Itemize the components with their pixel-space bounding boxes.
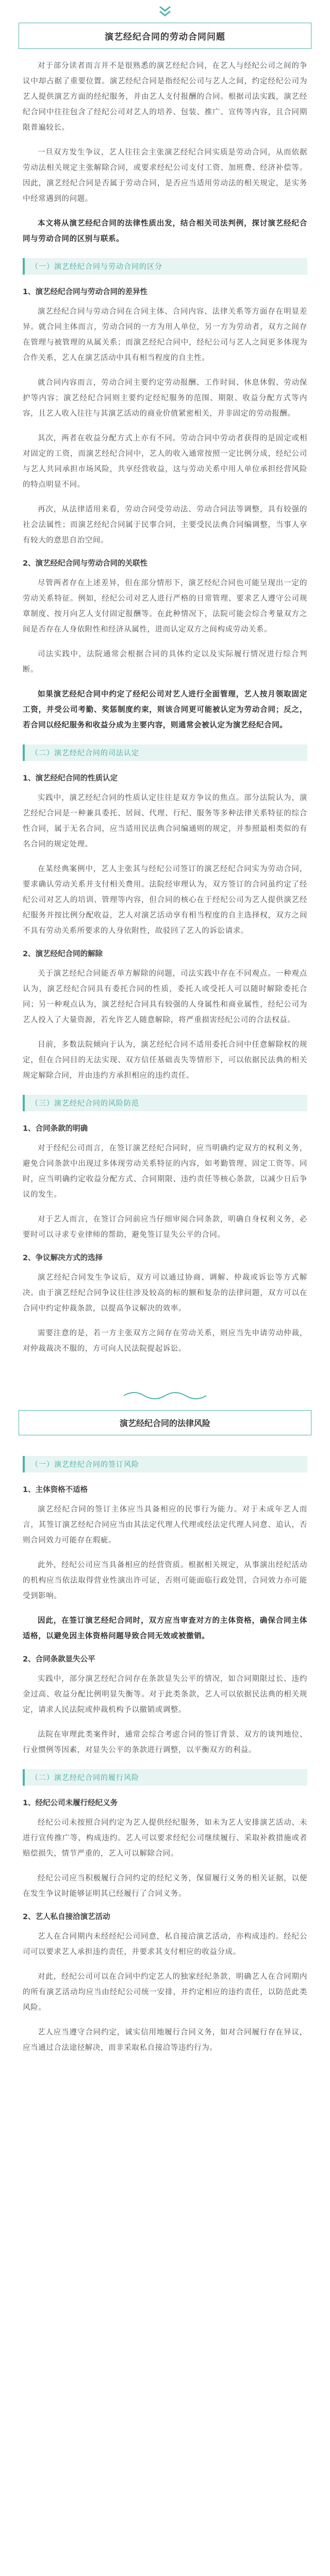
item-title: 1、合同条款的明确 [23,1125,88,1133]
item-title: 2、演艺经纪合同与劳动合同的关联性 [23,560,148,568]
wave-divider-icon [0,1386,330,1405]
section-header: （二）演艺经纪合同的履行风险 [23,1769,307,1786]
top-decoration [0,0,330,23]
paragraph: 就合同内容而言，劳动合同主要约定劳动报酬、工作时间、休息休假、劳动保护等内容；演艺经纪合同则主要约定经纪服务的范围、期限、收益分配方式等内容，且艺人收入往往与其演艺活动的商业价值紧密相关，并非固定的劳动报酬。 [23,379,307,418]
item-title: 2、合同条款显失公平 [23,1655,95,1664]
intro-emphasis [23,216,307,247]
article-title-box [19,23,311,49]
paragraph: 其次，两者在收益分配方式上亦有不同。劳动合同中劳动者获得的是固定或相对固定的工资，而演艺经纪合同中，艺人的收入通常按照一定比例分成，经纪公司与艺人共同承担市场风险，共享经营收益，这与劳动关系中用人单位承担经营风险的特点明显不同。 [23,434,307,489]
paragraph: 实践中，演艺经纪合同的性质认定往往是双方争议的焦点。部分法院认为，演艺经纪合同是一种兼具委托、居间、代理、行纪、服务等多种法律关系特征的综合性合同，属于无名合同，应当适用民法典合同编通则的规定，并参照最相类似的有名合同的规定处理。 [23,794,307,849]
closing-paragraph: 艺人应当遵守合同约定，诚实信用地履行合同义务，如对合同履行存在异议，应当通过合法途径解决，而非采取私自接洽等违约行为。 [23,2028,307,2052]
emphasis-text: 本文将从演艺经纪合同的法律性质出发，结合相关司法判例，探讨演艺经纪合同与劳动合同的区别与联系。 [23,219,307,243]
part2-title: 演艺经纪合同的法律风险 [119,1418,210,1428]
paragraph: 再次，从法律适用来看，劳动合同受劳动法、劳动合同法等调整，具有较强的社会法属性；而演艺经纪合同属于民事合同，主要受民法典合同编调整，当事人享有较大的意思自治空间。 [23,505,307,545]
item-title: 1、经纪公司未履行经纪义务 [23,1799,118,1807]
item-title: 2、艺人私自接洽演艺活动 [23,1913,110,1921]
paragraph: 经纪公司应当积极履行合同约定的经纪义务，保留履行义务的相关证据，以便在发生争议时能够证明其已经履行了合同义务。 [23,1874,307,1898]
section-header: （二）演艺经纪合同的司法认定 [23,744,307,761]
paragraph: 演艺经纪合同与劳动合同在合同主体、合同内容、法律关系等方面存在明显差异。就合同主体而言，劳动合同的一方为用人单位，另一方为劳动者，双方之间存在管理与被管理的从属关系；而演艺经纪合同中，经纪公司与艺人之间更多体现为合作关系，艺人在演艺活动中具有相当程度的自主性。 [23,308,307,362]
paragraph: 对于艺人而言，在签订合同前应当仔细审阅合同条款，明确自身权利义务，必要时可以寻求专业律师的帮助，避免签订显失公平的合同。 [23,1215,307,1239]
item-title: 1、演艺经纪合同与劳动合同的差异性 [23,288,148,296]
paragraph: 演艺经纪合同发生争议后，双方可以通过协商、调解、仲裁或诉讼等方式解决。由于演艺经纪合同争议往往涉及较高的标的额和复杂的法律问题，双方可以在合同中约定仲裁条款，以提高争议解决的效率。 [23,1274,307,1313]
paragraph: 目前，多数法院倾向于认为，演艺经纪合同不适用委托合同中任意解除权的规定，但在合同目的无法实现、双方信任基础丧失等情形下，可以依据民法典的相关规定解除合同，并由违约方承担相应的违约责任。 [23,1041,307,1080]
item-title: 2、演艺经纪合同的解除 [23,950,103,958]
paragraph: 对于经纪公司而言，在签订演艺经纪合同时，应当明确约定双方的权利义务，避免合同条款中出现过多体现劳动关系特征的内容，如考勤管理、固定工资等。同时，应当明确约定收益分配方式、合同期限、违约责任等核心条款，以减少日后争议的发生。 [23,1144,307,1199]
emphasis-text: 因此，在签订演艺经纪合同时，双方应当审查对方的主体资格，确保合同主体适格，以避免因主体资格问题导致合同无效或被撤销。 [23,1617,307,1640]
item-title: 1、主体资格不适格 [23,1486,88,1494]
section-header: （一）演艺经纪合同的签订风险 [23,1456,307,1472]
item-title: 1、演艺经纪合同的性质认定 [23,774,118,783]
paragraph: 此外，经纪公司应当具备相应的经营资质。根据相关规定，从事演出经纪活动的机构应当依法取得营业性演出许可证，否则可能面临行政处罚，合同效力亦可能受到影响。 [23,1561,307,1600]
section-divider [0,1386,330,1405]
emphasis-paragraph [23,687,307,733]
paragraph: 艺人在合同期内未经经纪公司同意，私自接洽演艺活动，亦构成违约。经纪公司可以要求艺人承担违约责任，并要求其支付相应的收益分成。 [23,1933,307,1956]
section-header: （三）演艺经纪合同的风险防范 [23,1095,307,1111]
paragraph: 司法实践中，法院通常会根据合同的具体约定以及实际履行情况进行综合判断。 [23,650,307,674]
emphasis-text: 如果演艺经纪合同中约定了经纪公司对艺人进行全面管理，艺人按月领取固定工资，并受公司考勤、奖惩制度约束，则该合同更可能被认定为劳动合同；反之，若合同以经纪服务和收益分成为主要内容，则通常会被认定为演艺经纪合同。 [23,690,307,730]
intro-paragraph: 对于部分读者而言并不是很熟悉的演艺经纪合同，在艺人与经纪公司之间的争议中却占据了重要位置。演艺经纪合同是指经纪公司与艺人之间，约定经纪公司为艺人提供演艺方面的经纪服务，并由艺人支付报酬的合同。根据司法实践，演艺经纪合同中往往包含了经纪公司对艺人的培养、包装、推广、宣传等内容，且合同期限普遍较长。 [23,62,307,132]
section-header: （一）演艺经纪合同与劳动合同的区分 [23,258,307,275]
paragraph: 经纪公司未按照合同约定为艺人提供经纪服务，如未为艺人安排演艺活动、未进行宣传推广等，构成违约。艺人可以要求经纪公司继续履行、采取补救措施或者赔偿损失，情节严重的，艺人可以解除合同。 [23,1819,307,1858]
emphasis-paragraph [23,1613,307,1644]
paragraph: 演艺经纪合同的签订主体应当具备相应的民事行为能力。对于未成年艺人而言，其签订演艺经纪合同应当由其法定代理人代理或经法定代理人同意、追认，否则合同效力可能存在瑕疵。 [23,1505,307,1545]
paragraph: 法院在审理此类案件时，通常会综合考虑合同的签订背景、双方的谈判地位、行业惯例等因素，对显失公平的条款进行调整，以平衡双方的利益。 [23,1731,307,1754]
paragraph: 对此，经纪公司可以在合同中约定艺人的独家经纪条款，明确艺人在合同期内的所有演艺活动均应当由经纪公司统一安排，并约定相应的违约责任，以防范此类风险。 [23,1973,307,2012]
part2-title-box [19,1410,311,1435]
intro-paragraph: 一旦双方发生争议，艺人往往会主张演艺经纪合同实质是劳动合同，从而依据劳动法相关规定主张解除合同，或要求经纪公司支付工资、加班费、经济补偿等。因此，演艺经纪合同是否属于劳动合同，是否应当适用劳动法的相关规定，是实务中经常遇到的问题。 [23,148,307,203]
paragraph: 需要注意的是，若一方主张双方之间存在劳动关系，则应当先申请劳动仲裁，对仲裁裁决不服的，方可向人民法院提起诉讼。 [23,1329,307,1353]
end-spacer [0,2080,330,2101]
paragraph: 在某经典案例中，艺人主张其与经纪公司签订的演艺经纪合同实为劳动合同，要求确认劳动关系并支付相关费用。法院经审理认为，双方签订的合同虽约定了经纪公司对艺人的培训、管理等内容，但合同的核心在于经纪公司为艺人提供演艺经纪服务并按比例分配收益，艺人对演艺活动享有相当程度的自主选择权，双方之间不具有劳动关系所要求的人身依附性，故驳回了艺人的诉讼请求。 [23,865,307,935]
paragraph: 尽管两者存在上述差异，但在部分情形下，演艺经纪合同也可能呈现出一定的劳动关系特征。例如，经纪公司对艺人进行严格的日常管理、要求艺人遵守公司规章制度、按月向艺人支付固定报酬等。在此种情况下，法院可能会综合考量双方之间是否存在人身依附性和经济从属性，进而认定双方之间构成劳动关系。 [23,579,307,634]
double-chevron-down-icon [158,5,172,18]
article-body [0,49,330,1381]
paragraph: 关于演艺经纪合同能否单方解除的问题，司法实践中存在不同观点。一种观点认为，演艺经纪合同具有委托合同的性质，委托人或受托人可以随时解除委托合同；另一种观点认为，演艺经纪合同具有较强的人身属性和商业属性，经纪公司为艺人投入了大量资源，若允许艺人随意解除，将严重损害经纪公司的合法权益。 [23,970,307,1024]
item-title: 2、争议解决方式的选择 [23,1254,103,1262]
paragraph: 实践中，部分演艺经纪合同存在条款显失公平的情况，如合同期限过长、违约金过高、收益分配比例明显失衡等。对于此类条款，艺人可以依据民法典的相关规定，请求人民法院或仲裁机构予以撤销或调整。 [23,1675,307,1714]
article-title: 演艺经纪合同的劳动合同问题 [105,32,225,42]
part2-body [0,1435,330,2080]
